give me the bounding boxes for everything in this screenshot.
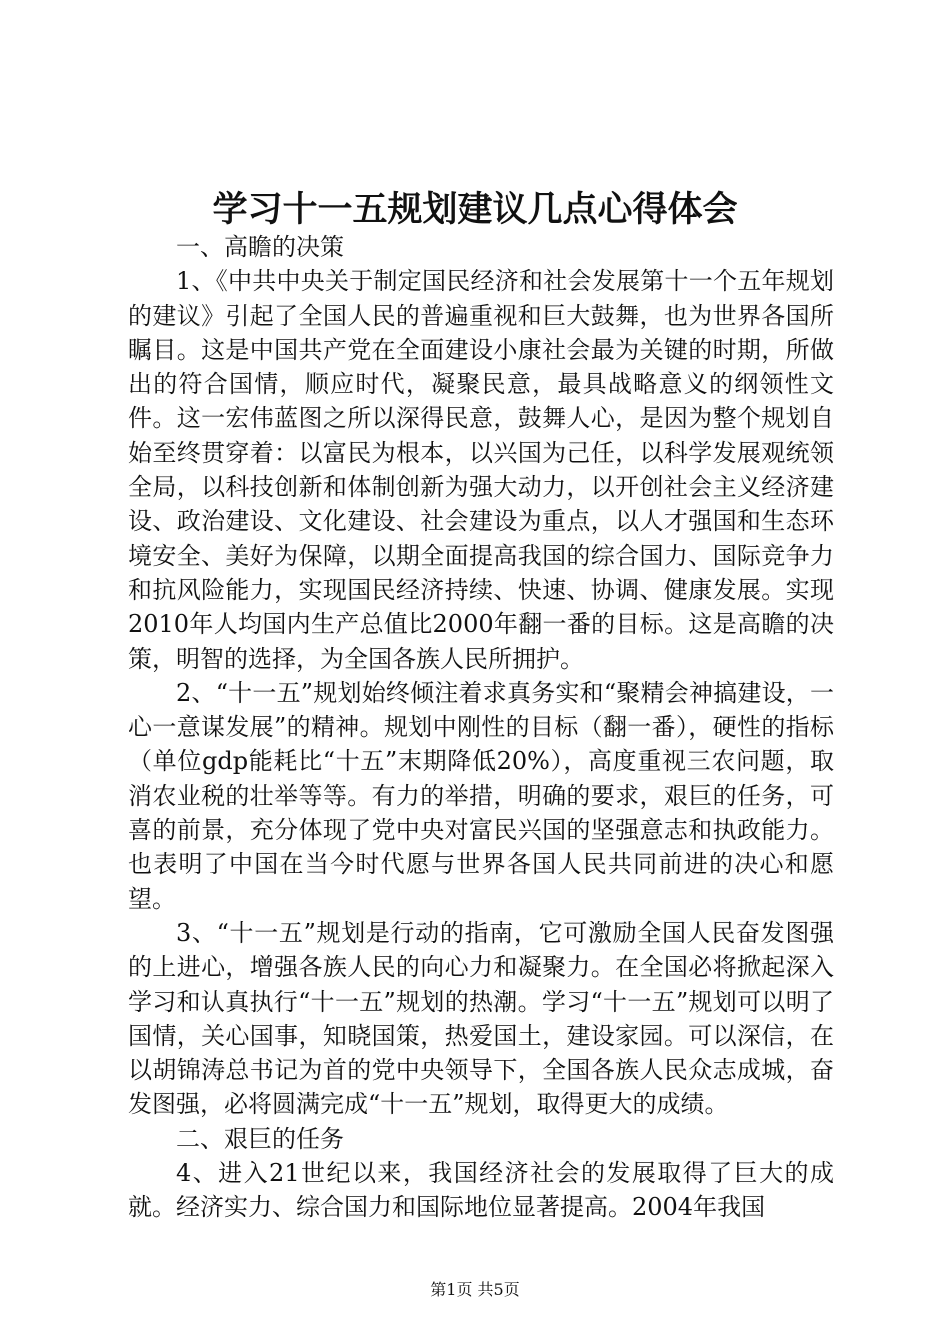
section-heading-2: 二、艰巨的任务 — [176, 1124, 344, 1153]
page-footer: 第1页 共5页 — [430, 1280, 520, 1299]
document-body — [128, 230, 834, 1225]
document-title: 学习十一五规划建议几点心得体会 — [212, 189, 738, 230]
section-heading-1: 一、高瞻的决策 — [176, 233, 344, 261]
paragraph-1: 1、《中共中央关于制定国民经济和社会发展第十一个五年规划的建议》引起了全国人民的普遍重视和巨大鼓舞，也为世界各国所瞩目。这是中国共产党在全面建设小康社会最为关键的时期，所做出的符合国情，顺应时代，凝聚民意，最具战略意义的纲领性文件。这一宏伟蓝图之所以深得民意，鼓舞人心，是因为整个规划自始至终贯穿着：以富民为根本，以兴国为己任，以科学发展观统领全局，以科技创新和体制创新为强大动力，以开创社会主义经济建设、政治建设、文化建设、社会建设为重点，以人才强国和生态环境安全、美好为保障，以期全面提高我国的综合国力、国际竞争力和抗风险能力，实现国民经济持续、快速、协调、健康发展。实现2010年人均国内生产总值比2000年翻一番的目标。这是高瞻的决策，明智的选择，为全国各族人民所拥护。 — [128, 267, 834, 673]
paragraph-4: 4、进入21世纪以来，我国经济社会的发展取得了巨大的成就。经济实力、综合国力和国际地位显著提高。2004年我国 — [128, 1159, 834, 1222]
paragraph-2: 2、“十一五”规划始终倾注着求真务实和“聚精会神搞建设，一心一意谋发展”的精神。规划中刚性的目标（翻一番），硬性的指标（单位gdp能耗比“十五”末期降低20%），高度重视三农问题，取消农业税的壮举等等。有力的举措，明确的要求，艰巨的任务，可喜的前景，充分体现了党中央对富民兴国的坚强意志和执政能力。也表明了中国在当今时代愿与世界各国人民共同前进的决心和愿望。 — [128, 678, 834, 913]
paragraph-3: 3、“十一五”规划是行动的指南，它可激励全国人民奋发图强的上进心，增强各族人民的向心力和凝聚力。在全国必将掀起深入学习和认真执行“十一五”规划的热潮。学习“十一五”规划可以明了国情，关心国事，知晓国策，热爱国土，建设家园。可以深信，在以胡锦涛总书记为首的党中央领导下，全国各族人民众志成城，奋发图强，必将圆满完成“十一五”规划，取得更大的成绩。 — [128, 918, 834, 1119]
